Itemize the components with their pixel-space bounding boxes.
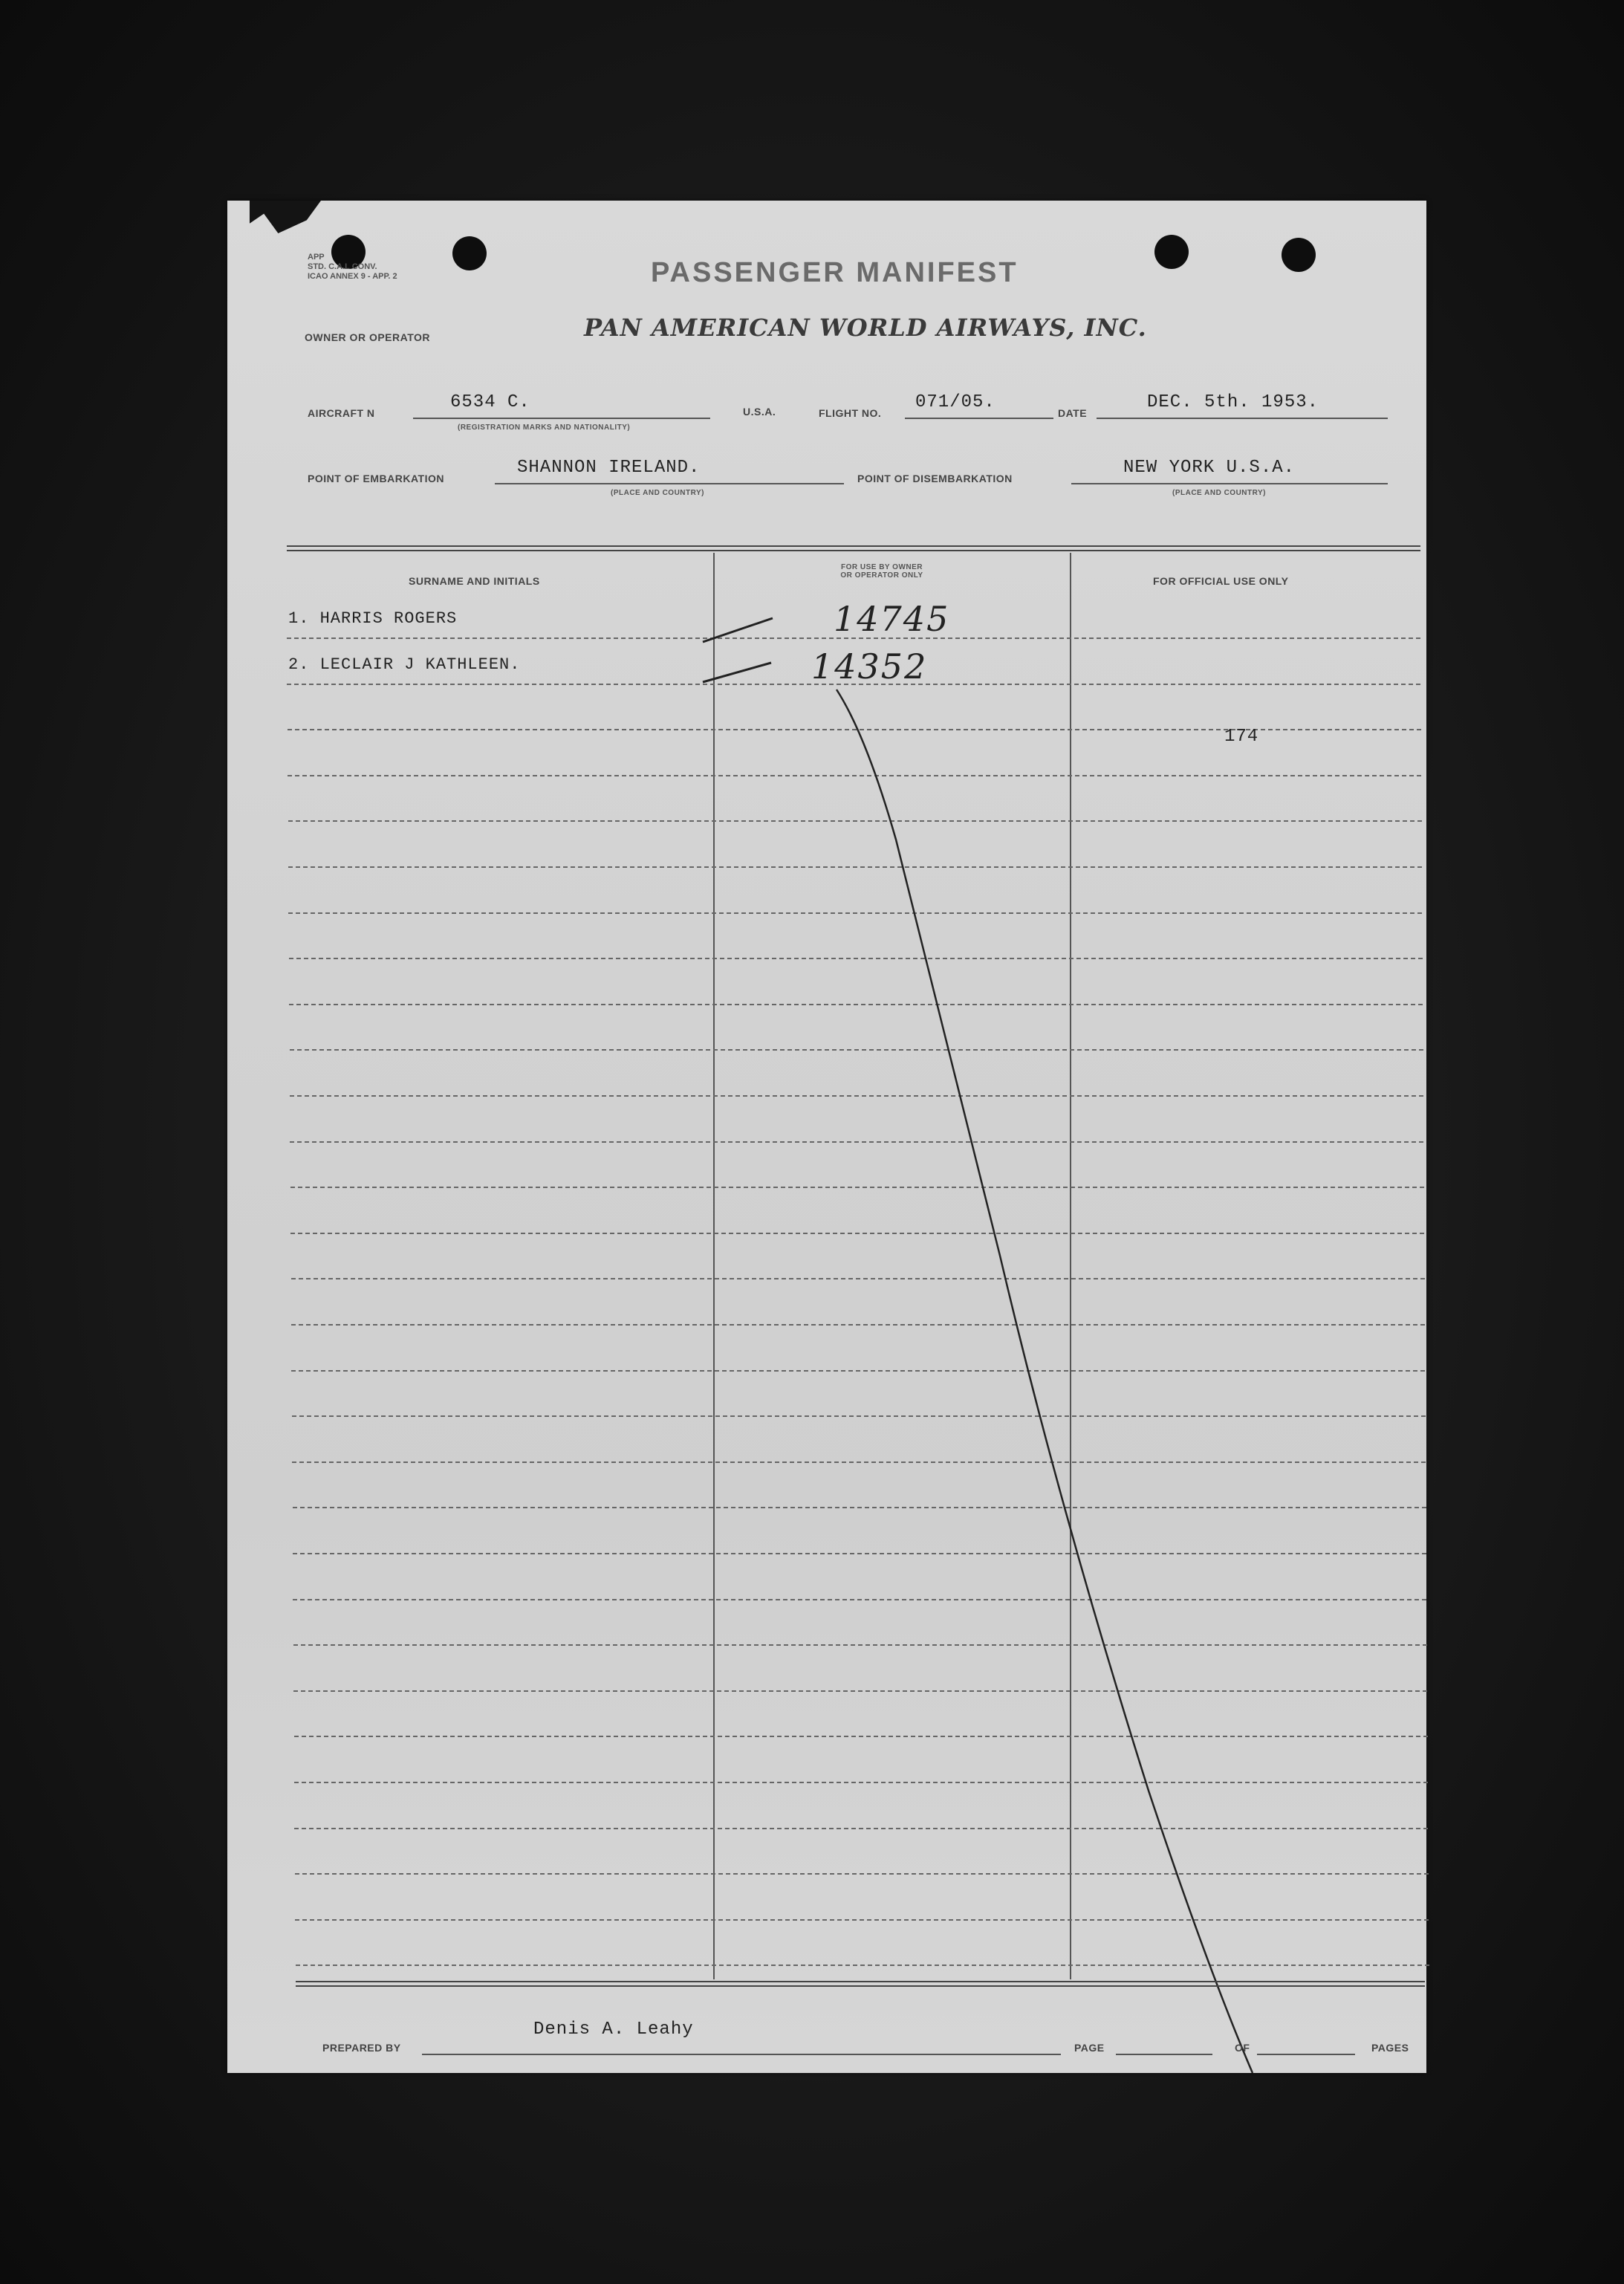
prepared-label: PREPARED BY xyxy=(322,2042,401,2054)
page-label: PAGE xyxy=(1074,2042,1105,2054)
form-title: PASSENGER MANIFEST xyxy=(651,257,1019,288)
handwritten-marks xyxy=(227,201,1426,2073)
col-header-owner-line: OR OPERATOR ONLY xyxy=(840,571,923,580)
table-bottom-rule xyxy=(296,1981,1425,1982)
official-number: 174 xyxy=(1224,727,1259,747)
embarkation-value: SHANNON IRELAND. xyxy=(517,458,701,478)
approval-line: STD. C.A.L CONV. xyxy=(308,262,377,271)
passenger-name: 2. LECLAIR J KATHLEEN. xyxy=(288,655,521,674)
flight-label: FLIGHT NO. xyxy=(819,407,882,419)
page-underline xyxy=(1116,2054,1212,2055)
manifest-sheet xyxy=(227,201,1426,2073)
owner-label: OWNER OR OPERATOR xyxy=(305,331,430,343)
check-mark xyxy=(703,663,771,682)
of-label: OF xyxy=(1235,2042,1250,2054)
registration-caption: (REGISTRATION MARKS AND NATIONALITY) xyxy=(458,424,631,432)
check-mark xyxy=(703,618,773,642)
passenger-name: 1. HARRIS ROGERS xyxy=(288,609,458,628)
of-underline xyxy=(1257,2054,1355,2055)
disembarkation-caption: (PLACE AND COUNTRY) xyxy=(1172,489,1266,497)
disembarkation-label: POINT OF DISEMBARKATION xyxy=(857,473,1013,484)
col-header-owner-line: FOR USE BY OWNER xyxy=(840,563,923,571)
aircraft-value: 6534 C. xyxy=(450,392,530,412)
embarkation-caption: (PLACE AND COUNTRY) xyxy=(611,489,704,497)
approval-line: ICAO ANNEX 9 - APP. 2 xyxy=(308,272,397,281)
prepared-underline xyxy=(422,2054,1061,2055)
owner-note: 14745 xyxy=(834,599,950,639)
aircraft-label: AIRCRAFT N xyxy=(308,407,375,419)
embarkation-label: POINT OF EMBARKATION xyxy=(308,473,444,484)
owner-note: 14352 xyxy=(811,646,928,687)
prepared-value: Denis A. Leahy xyxy=(533,2019,694,2040)
usa-label: U.S.A. xyxy=(743,406,776,418)
table-bottom-rule xyxy=(296,1985,1425,1987)
flight-value: 071/05. xyxy=(915,392,995,412)
airline-name: PAN AMERICAN WORLD AIRWAYS, INC. xyxy=(584,314,1147,342)
ditto-line xyxy=(837,690,1253,2073)
date-label: DATE xyxy=(1058,407,1088,419)
date-value: DEC. 5th. 1953. xyxy=(1147,392,1319,412)
col-header-official: FOR OFFICIAL USE ONLY xyxy=(1153,575,1289,587)
disembarkation-value: NEW YORK U.S.A. xyxy=(1123,458,1296,478)
approval-line: APP xyxy=(308,253,325,262)
pages-label: PAGES xyxy=(1371,2042,1409,2054)
col-header-surname: SURNAME AND INITIALS xyxy=(409,575,540,587)
